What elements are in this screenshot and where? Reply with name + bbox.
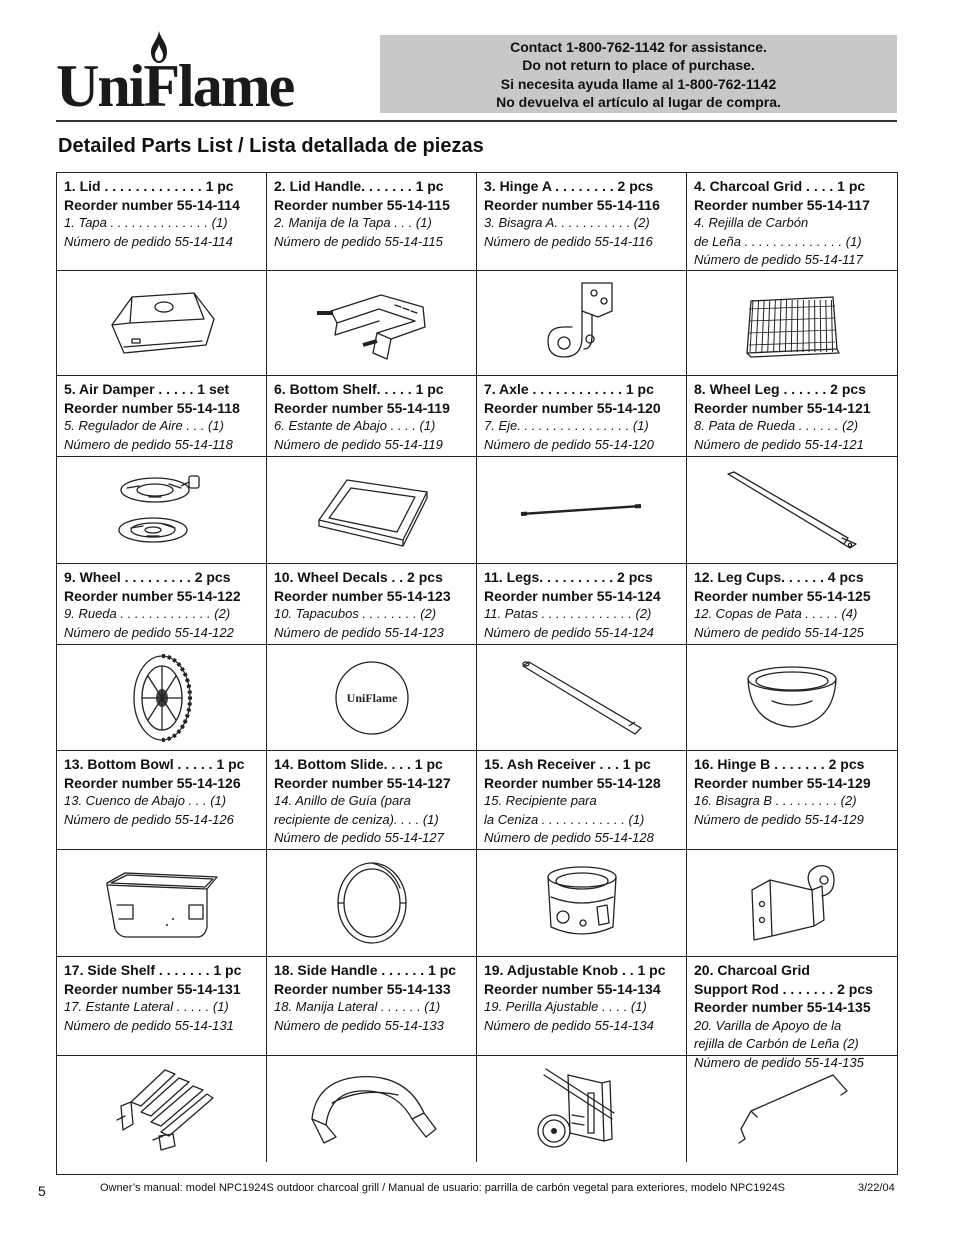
contact-line: Contact 1-800-762-1142 for assistance. — [510, 39, 767, 55]
part-label-es: Número de pedido 55-14-118 — [64, 436, 233, 452]
part-info-cell — [687, 564, 897, 645]
part-label-es: 7. Eje. . . . . . . . . . . . . . . . (1) — [484, 418, 649, 433]
part-label-es: Número de pedido 55-14-134 — [484, 1017, 654, 1033]
part-label: Reorder number 55-14-115 — [274, 196, 450, 213]
part-label: 17. Side Shelf . . . . . . . 1 pc — [64, 962, 242, 978]
part-label-es: 18. Manija Lateral . . . . . . (1) — [274, 999, 441, 1014]
part-info-cell — [477, 751, 687, 850]
part-label: Reorder number 55-14-131 — [64, 980, 241, 997]
hinge-b-icon — [742, 860, 842, 946]
part-label: Reorder number 55-14-122 — [64, 587, 241, 604]
part-label: Reorder number 55-14-123 — [274, 587, 451, 604]
part-label: Reorder number 55-14-135 — [694, 999, 871, 1015]
footer-text: Owner’s manual: model NPC1924S outdoor charcoal grill / Manual de usuario: parrilla de carbón vegetal para exteriores, modelo NPC1924S — [100, 1182, 786, 1194]
side-shelf-icon — [107, 1064, 217, 1154]
part-label: Reorder number 55-14-116 — [484, 196, 660, 213]
part-label: 14. Bottom Slide. . . . 1 pc — [274, 756, 443, 772]
part-image-cell — [57, 457, 267, 564]
part-label: Reorder number 55-14-128 — [484, 774, 661, 791]
part-label-es: rejilla de Carbón de Leña (2) — [694, 1036, 859, 1051]
part-label: Reorder number 55-14-129 — [694, 774, 871, 791]
part-info-cell — [267, 564, 477, 645]
part-label-es: Número de pedido 55-14-135 — [694, 1054, 864, 1070]
part-label: 13. Bottom Bowl . . . . . 1 pc — [64, 756, 245, 772]
part-label-es: Número de pedido 55-14-129 — [694, 811, 864, 827]
part-label-es: Número de pedido 55-14-128 — [484, 830, 654, 845]
part-label: Reorder number 55-14-121 — [694, 399, 871, 416]
part-label-es: 2. Manija de la Tapa . . . (1) — [274, 215, 432, 230]
bottom-bowl-icon — [97, 861, 227, 945]
part-label: 4. Charcoal Grid . . . . 1 pc — [694, 178, 866, 194]
part-label: Reorder number 55-14-120 — [484, 399, 661, 416]
part-label: 15. Ash Receiver . . . 1 pc — [484, 756, 651, 772]
part-label-es: 10. Tapacubos . . . . . . . . (2) — [274, 606, 437, 621]
part-label: Reorder number 55-14-124 — [484, 587, 661, 604]
part-label-es: Número de pedido 55-14-116 — [484, 233, 653, 249]
part-label-es: Número de pedido 55-14-120 — [484, 436, 654, 452]
part-label-es: 17. Estante Lateral . . . . . (1) — [64, 999, 229, 1014]
part-label: 2. Lid Handle. . . . . . . 1 pc — [274, 178, 444, 194]
part-label: Reorder number 55-14-114 — [64, 196, 240, 213]
part-label: Reorder number 55-14-125 — [694, 587, 871, 604]
side-handle-icon — [302, 1067, 442, 1151]
part-label: 1. Lid . . . . . . . . . . . . . 1 pc — [64, 178, 234, 194]
part-image-cell — [57, 1056, 267, 1162]
part-info-cell — [57, 173, 267, 271]
part-label-es: 11. Patas . . . . . . . . . . . . . (2) — [484, 606, 652, 621]
part-label: 5. Air Damper . . . . . 1 set — [64, 381, 230, 397]
parts-table — [56, 172, 898, 1175]
page-title: Detailed Parts List / Lista detallada de piezas — [58, 135, 484, 157]
part-info-cell — [687, 751, 897, 850]
part-info-cell — [57, 376, 267, 457]
contact-line: No devuelva el artículo al lugar de compra. — [496, 93, 781, 110]
part-label: 8. Wheel Leg . . . . . . 2 pcs — [694, 381, 866, 397]
part-label-es: Número de pedido 55-14-124 — [484, 624, 654, 640]
leg-cup-icon — [742, 661, 842, 735]
wheel-leg-icon — [722, 468, 862, 552]
part-image-cell — [57, 645, 267, 751]
part-label-es: 15. Recipiente para — [484, 793, 597, 808]
contact-line: Do not return to place of purchase. — [522, 57, 755, 74]
part-info-cell — [477, 564, 687, 645]
axle-icon — [517, 498, 647, 522]
part-image-cell — [477, 850, 687, 957]
air-damper-icon — [107, 464, 217, 556]
part-label: Reorder number 55-14-119 — [274, 399, 450, 416]
bottom-slide-icon — [322, 858, 422, 948]
part-label: Support Rod . . . . . . . 2 pcs — [694, 980, 873, 997]
part-info-cell — [267, 957, 477, 1056]
adjustable-knob-icon — [532, 1063, 632, 1155]
part-info-cell — [687, 957, 897, 1070]
part-info-cell — [57, 957, 267, 1056]
part-label-es: 16. Bisagra B . . . . . . . . . (2) — [694, 793, 857, 808]
part-image-cell — [267, 271, 477, 376]
part-label-es: Número de pedido 55-14-121 — [694, 436, 864, 452]
part-label-es: 12. Copas de Pata . . . . . (4) — [694, 606, 858, 621]
part-image-cell — [687, 271, 897, 376]
part-label: Reorder number 55-14-133 — [274, 980, 451, 997]
part-image-cell — [267, 850, 477, 957]
lid-handle-icon — [307, 283, 437, 363]
contact-line: Si necesita ayuda llame al 1-800-762-1142 — [500, 75, 777, 92]
part-info-cell — [267, 376, 477, 457]
part-label-es: Número de pedido 55-14-125 — [694, 624, 864, 640]
part-label-es: recipiente de ceniza). . . . (1) — [274, 811, 439, 827]
part-label-es: 3. Bisagra A. . . . . . . . . . . (2) — [484, 215, 650, 230]
part-info-cell — [477, 957, 687, 1056]
part-image-cell — [687, 645, 897, 751]
part-label: Reorder number 55-14-117 — [694, 196, 870, 213]
uniflame-logo — [56, 30, 376, 120]
logo-text: UniFlame — [56, 53, 294, 119]
part-image-cell — [687, 457, 897, 564]
part-label: 3. Hinge A . . . . . . . . 2 pcs — [484, 178, 654, 194]
part-label-es: Número de pedido 55-14-114 — [64, 233, 233, 249]
part-info-cell — [477, 173, 687, 271]
part-image-cell — [477, 1056, 687, 1162]
part-label-es: Número de pedido 55-14-131 — [64, 1017, 234, 1033]
part-label-es: 5. Regulador de Aire . . . (1) — [64, 418, 224, 433]
header-divider — [56, 120, 897, 122]
part-label-es: 8. Pata de Rueda . . . . . . (2) — [694, 418, 859, 433]
part-label: Reorder number 55-14-127 — [274, 774, 451, 791]
part-label: Reorder number 55-14-126 — [64, 774, 241, 791]
part-image-cell — [57, 271, 267, 376]
part-image-cell — [477, 645, 687, 751]
part-label-es: Número de pedido 55-14-122 — [64, 624, 234, 640]
part-label: 11. Legs. . . . . . . . . . 2 pcs — [484, 569, 653, 585]
part-label-es: Número de pedido 55-14-115 — [274, 233, 443, 249]
part-image-cell — [477, 457, 687, 564]
part-label: 6. Bottom Shelf. . . . . 1 pc — [274, 381, 444, 397]
part-info-cell — [477, 376, 687, 457]
wheel-decal-icon — [332, 658, 412, 738]
part-label: 20. Charcoal Grid — [694, 962, 810, 978]
grid-support-rod-icon — [727, 1069, 857, 1149]
part-label-es: 4. Rejilla de Carbón — [694, 215, 809, 230]
part-label: 18. Side Handle . . . . . . 1 pc — [274, 962, 457, 978]
footer-date: 3/22/04 — [858, 1182, 895, 1194]
part-image-cell — [687, 1056, 897, 1162]
bottom-shelf-icon — [307, 470, 437, 550]
part-info-cell — [687, 376, 897, 457]
part-label: 9. Wheel . . . . . . . . . 2 pcs — [64, 569, 231, 585]
part-label: 10. Wheel Decals . . 2 pcs — [274, 569, 443, 585]
part-label-es: Número de pedido 55-14-117 — [694, 252, 863, 267]
part-label: 16. Hinge B . . . . . . . 2 pcs — [694, 756, 865, 772]
part-label: 19. Adjustable Knob . . 1 pc — [484, 962, 666, 978]
part-info-cell — [267, 751, 477, 850]
part-label-es: 14. Anillo de Guía (para — [274, 793, 411, 808]
part-label-es: 13. Cuenco de Abajo . . . (1) — [64, 793, 227, 808]
part-info-cell — [687, 173, 897, 271]
part-image-cell — [57, 850, 267, 957]
leg-icon — [517, 658, 647, 738]
part-info-cell — [57, 564, 267, 645]
part-label-es: de Leña . . . . . . . . . . . . . . (1) — [694, 233, 862, 249]
part-label-es: 20. Varilla de Apoyo de la — [694, 1017, 842, 1033]
part-label: Reorder number 55-14-118 — [64, 399, 240, 416]
svg-text:UniFlame: UniFlame — [346, 690, 397, 705]
part-image-cell — [687, 850, 897, 957]
part-label: Reorder number 55-14-134 — [484, 980, 661, 997]
part-image-cell — [267, 645, 477, 751]
part-info-cell — [57, 751, 267, 850]
part-label-es: la Ceniza . . . . . . . . . . . . (1) — [484, 811, 645, 827]
part-image-cell — [477, 271, 687, 376]
charcoal-grid-icon — [737, 283, 847, 363]
part-label-es: Número de pedido 55-14-127 — [274, 830, 444, 845]
part-label-es: Número de pedido 55-14-123 — [274, 624, 444, 640]
part-label-es: Número de pedido 55-14-126 — [64, 811, 234, 827]
contact-box — [380, 35, 897, 113]
wheel-icon — [127, 652, 197, 744]
part-info-cell — [267, 173, 477, 271]
part-label-es: Número de pedido 55-14-119 — [274, 436, 443, 452]
hinge-a-icon — [542, 277, 622, 369]
lid-icon — [102, 283, 222, 363]
part-image-cell — [267, 457, 477, 564]
part-label-es: 9. Rueda . . . . . . . . . . . . . (2) — [64, 606, 231, 621]
part-label: 7. Axle . . . . . . . . . . . . 1 pc — [484, 381, 654, 397]
part-label-es: 19. Perilla Ajustable . . . . (1) — [484, 999, 647, 1014]
part-label-es: 6. Estante de Abajo . . . . (1) — [274, 418, 436, 433]
part-label: 12. Leg Cups. . . . . . 4 pcs — [694, 569, 864, 585]
part-image-cell — [267, 1056, 477, 1162]
part-label-es: Número de pedido 55-14-133 — [274, 1017, 444, 1033]
page-number: 5 — [38, 1183, 46, 1199]
part-label-es: 1. Tapa . . . . . . . . . . . . . . (1) — [64, 215, 228, 230]
ash-receiver-icon — [537, 857, 627, 949]
